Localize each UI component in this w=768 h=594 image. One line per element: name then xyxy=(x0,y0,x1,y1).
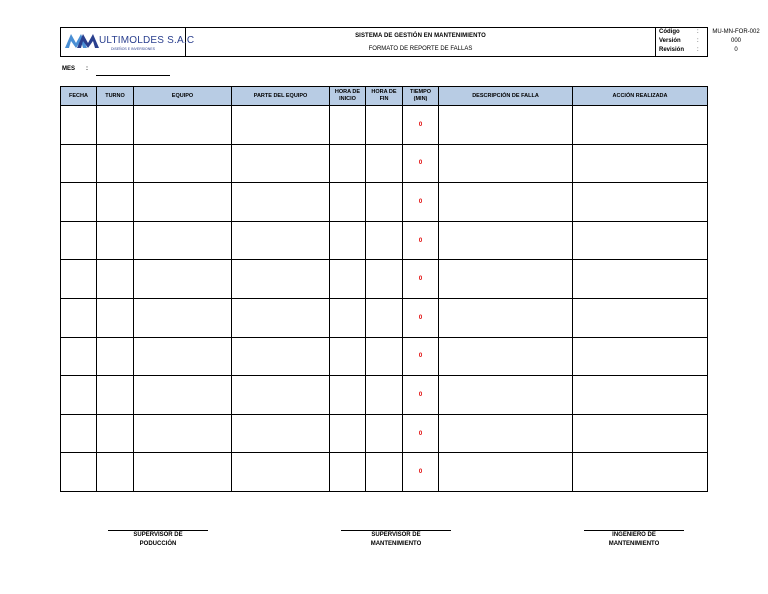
cell-tiempo[interactable]: 0 xyxy=(403,144,439,183)
cell-descripcion[interactable] xyxy=(439,298,573,337)
codigo-label: Código xyxy=(659,29,680,35)
cell-equipo[interactable] xyxy=(134,337,232,376)
cell-fecha[interactable] xyxy=(61,260,97,299)
cell-hora-inicio[interactable] xyxy=(330,337,366,376)
cell-parte[interactable] xyxy=(232,414,330,453)
cell-descripcion[interactable] xyxy=(439,376,573,415)
signature-label-line2: MANTENIMIENTO xyxy=(370,541,422,547)
codigo-colon: : xyxy=(697,29,699,35)
cell-hora-inicio[interactable] xyxy=(330,183,366,222)
cell-tiempo[interactable]: 0 xyxy=(403,337,439,376)
col-header-equipo: EQUIPO xyxy=(134,87,232,106)
cell-parte[interactable] xyxy=(232,221,330,260)
cell-fecha[interactable] xyxy=(61,183,97,222)
version-colon: : xyxy=(697,38,699,44)
signature-label-line1: SUPERVISOR DE xyxy=(371,532,421,538)
cell-parte[interactable] xyxy=(232,453,330,492)
cell-fecha[interactable] xyxy=(61,298,97,337)
signature-label-line2: PODUCCIÓN xyxy=(139,541,177,547)
cell-equipo[interactable] xyxy=(134,260,232,299)
table-row xyxy=(61,144,708,183)
col-header-accion: ACCIÓN REALIZADA xyxy=(573,87,708,106)
cell-accion[interactable] xyxy=(573,106,708,145)
table-row xyxy=(61,453,708,492)
cell-fecha[interactable] xyxy=(61,106,97,145)
cell-fecha[interactable] xyxy=(61,414,97,453)
table-row xyxy=(61,414,708,453)
cell-equipo[interactable] xyxy=(134,453,232,492)
cell-accion[interactable] xyxy=(573,221,708,260)
header-title-block xyxy=(186,28,656,56)
table-row xyxy=(61,298,708,337)
cell-accion[interactable] xyxy=(573,144,708,183)
cell-descripcion[interactable] xyxy=(439,183,573,222)
cell-hora-fin[interactable] xyxy=(366,337,403,376)
form-header xyxy=(60,27,760,57)
cell-descripcion[interactable] xyxy=(439,453,573,492)
cell-hora-fin[interactable] xyxy=(366,453,403,492)
signature-label-line1: SUPERVISOR DE xyxy=(133,532,183,538)
table-row xyxy=(61,106,708,145)
cell-accion[interactable] xyxy=(573,183,708,222)
cell-accion[interactable] xyxy=(573,414,708,453)
cell-tiempo[interactable]: 0 xyxy=(403,376,439,415)
cell-tiempo[interactable]: 0 xyxy=(403,221,439,260)
cell-descripcion[interactable] xyxy=(439,144,573,183)
cell-accion[interactable] xyxy=(573,453,708,492)
mes-label: MES xyxy=(62,66,76,72)
cell-parte[interactable] xyxy=(232,144,330,183)
cell-hora-fin[interactable] xyxy=(366,221,403,260)
cell-descripcion[interactable] xyxy=(439,337,573,376)
cell-hora-inicio[interactable] xyxy=(330,144,366,183)
cell-tiempo[interactable]: 0 xyxy=(403,260,439,299)
col-header-turno: TURNO xyxy=(97,87,134,106)
table-header-row xyxy=(61,87,708,106)
signature-supervisor-mantenimiento xyxy=(341,530,451,549)
failure-report-table xyxy=(60,86,708,492)
cell-turno[interactable] xyxy=(97,106,134,145)
cell-turno[interactable] xyxy=(97,337,134,376)
col-header-hora-fin: HORA DE FIN xyxy=(366,87,403,106)
document-subtitle: FORMATO DE REPORTE DE FALLAS xyxy=(368,46,473,52)
cell-descripcion[interactable] xyxy=(439,414,573,453)
company-logo xyxy=(61,28,195,56)
cell-hora-inicio[interactable] xyxy=(330,106,366,145)
cell-descripcion[interactable] xyxy=(439,260,573,299)
cell-accion[interactable] xyxy=(573,376,708,415)
revision-colon: : xyxy=(697,47,699,53)
mes-input-line[interactable] xyxy=(96,75,170,76)
cell-tiempo[interactable]: 0 xyxy=(403,183,439,222)
cell-equipo[interactable] xyxy=(134,183,232,222)
cell-turno[interactable] xyxy=(97,221,134,260)
col-header-parte: PARTE DEL EQUIPO xyxy=(232,87,330,106)
cell-tiempo[interactable]: 0 xyxy=(403,106,439,145)
cell-accion[interactable] xyxy=(573,298,708,337)
cell-hora-fin[interactable] xyxy=(366,144,403,183)
cell-hora-inicio[interactable] xyxy=(330,260,366,299)
cell-fecha[interactable] xyxy=(61,221,97,260)
codigo-row xyxy=(656,28,766,37)
signature-label-line1: INGENIERO DE xyxy=(612,532,656,538)
logo-subtext: DISEÑOS E INVERSIONES xyxy=(111,47,155,51)
col-header-hora-inicio: HORA DE INICIO xyxy=(330,87,366,106)
table-row xyxy=(61,337,708,376)
cell-descripcion[interactable] xyxy=(439,221,573,260)
cell-equipo[interactable] xyxy=(134,376,232,415)
cell-equipo[interactable] xyxy=(134,298,232,337)
revision-row xyxy=(656,46,766,55)
cell-equipo[interactable] xyxy=(134,144,232,183)
cell-equipo[interactable] xyxy=(134,106,232,145)
cell-equipo[interactable] xyxy=(134,414,232,453)
cell-fecha[interactable] xyxy=(61,376,97,415)
cell-hora-inicio[interactable] xyxy=(330,376,366,415)
cell-hora-inicio[interactable] xyxy=(330,221,366,260)
document-title: SISTEMA DE GESTIÓN EN MANTENIMIENTO xyxy=(355,33,486,39)
cell-turno[interactable] xyxy=(97,260,134,299)
table-row xyxy=(61,183,708,222)
table-row xyxy=(61,260,708,299)
cell-hora-fin[interactable] xyxy=(366,414,403,453)
cell-hora-inicio[interactable] xyxy=(330,298,366,337)
cell-hora-fin[interactable] xyxy=(366,260,403,299)
codigo-value: MU-MN-FOR-002 xyxy=(712,29,760,35)
signature-label-line2: MANTENIMIENTO xyxy=(608,541,660,547)
cell-accion[interactable] xyxy=(573,337,708,376)
revision-label: Revisión xyxy=(659,47,685,53)
cell-fecha[interactable] xyxy=(61,337,97,376)
col-header-descripcion: DESCRIPCIÓN DE FALLA xyxy=(439,87,573,106)
cell-tiempo[interactable]: 0 xyxy=(403,453,439,492)
cell-parte[interactable] xyxy=(232,106,330,145)
cell-turno[interactable] xyxy=(97,414,134,453)
signature-ingeniero-mantenimiento xyxy=(584,530,684,549)
cell-parte[interactable] xyxy=(232,298,330,337)
cell-equipo[interactable] xyxy=(134,221,232,260)
cell-turno[interactable] xyxy=(97,144,134,183)
col-header-tiempo: TIEMPO (MIN) xyxy=(403,87,439,106)
cell-tiempo[interactable]: 0 xyxy=(403,414,439,453)
cell-turno[interactable] xyxy=(97,298,134,337)
table-row xyxy=(61,376,708,415)
cell-hora-inicio[interactable] xyxy=(330,453,366,492)
cell-turno[interactable] xyxy=(97,376,134,415)
mes-colon: : xyxy=(86,66,88,72)
version-label: Versión xyxy=(659,38,681,44)
cell-parte[interactable] xyxy=(232,376,330,415)
cell-hora-fin[interactable] xyxy=(366,183,403,222)
cell-parte[interactable] xyxy=(232,183,330,222)
logo-mark-icon xyxy=(65,34,99,48)
cell-turno[interactable] xyxy=(97,453,134,492)
table-row xyxy=(61,221,708,260)
col-header-fecha: FECHA xyxy=(61,87,97,106)
cell-hora-fin[interactable] xyxy=(366,106,403,145)
document-control-block xyxy=(656,28,760,56)
logo-text: ULTIMOLDES S.A.C xyxy=(99,35,195,46)
cell-hora-fin[interactable] xyxy=(366,376,403,415)
cell-descripcion[interactable] xyxy=(439,106,573,145)
cell-fecha[interactable] xyxy=(61,453,97,492)
cell-fecha[interactable] xyxy=(61,144,97,183)
cell-turno[interactable] xyxy=(97,183,134,222)
cell-parte[interactable] xyxy=(232,337,330,376)
cell-tiempo[interactable]: 0 xyxy=(403,298,439,337)
cell-hora-inicio[interactable] xyxy=(330,414,366,453)
version-row xyxy=(656,37,766,46)
cell-hora-fin[interactable] xyxy=(366,298,403,337)
cell-parte[interactable] xyxy=(232,260,330,299)
signature-supervisor-produccion xyxy=(108,530,208,549)
version-value: 000 xyxy=(730,38,741,44)
revision-value: 0 xyxy=(734,47,738,53)
cell-accion[interactable] xyxy=(573,260,708,299)
